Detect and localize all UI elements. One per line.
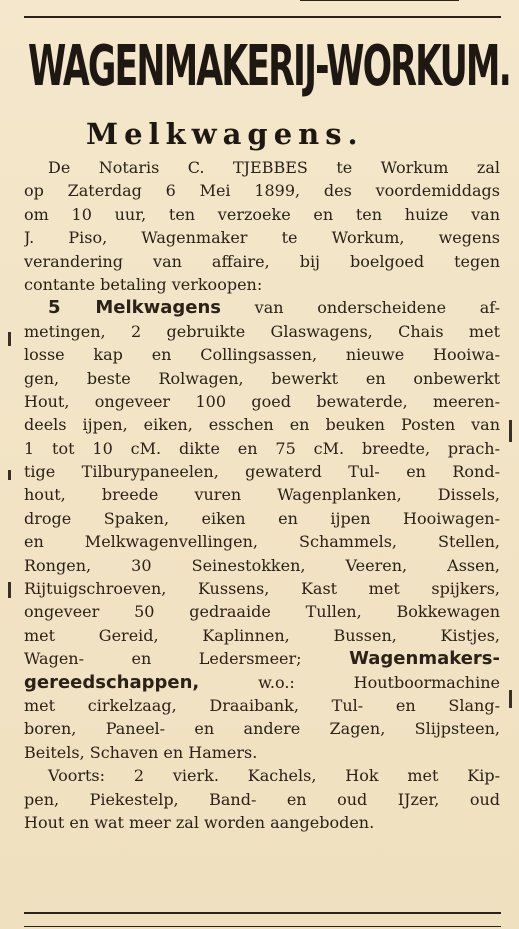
text-line: droge Spaken, eiken en ijpen Hooiwagen- [24, 508, 500, 528]
text-line: op Zaterdag 6 Mei 1899, des voordemiddags [24, 181, 500, 201]
text-line: boren, Paneel- en andere Zagen, Slijpsteen, [24, 719, 500, 739]
bottom-rule [24, 912, 501, 914]
text-line: Hout en wat meer zal worden aangeboden. [24, 812, 375, 832]
bottom-rule-thin [24, 926, 501, 927]
text-line: contante betaling verkoopen: [24, 274, 263, 294]
text-fragment: van onderscheidene af- [254, 298, 500, 318]
text-line: tige Tilburypaneelen, gewaterd Tul- en Rond- [24, 462, 500, 482]
text-line: verandering van affaire, bij boelgoed tegen [24, 251, 500, 271]
item-heading-gereedschappen: gereedschappen, [24, 671, 200, 693]
text-line: Voorts: 2 vierk. Kachels, Hok met Kip- [48, 766, 500, 786]
top-partial-rule [300, 0, 459, 1]
text-line: gen, beste Rolwagen, bewerkt en onbewerkt [24, 368, 500, 388]
advertisement-body [24, 156, 500, 834]
item-heading-melkwagens: 5 Melkwagens [48, 297, 222, 319]
subhead: Melkwagens. [86, 117, 364, 151]
top-rule [24, 16, 501, 18]
text-line: 1 tot 10 cM. dikte en 75 cM. breedte, prach- [24, 438, 500, 458]
text-line: Hout, ongeveer 100 goed bewaterde, meeren- [24, 391, 500, 411]
text-line: deels ijpen, eiken, esschen en beuken Posten van [24, 415, 500, 435]
headline: WAGENMAKERIJ-WORKUM. [28, 34, 510, 99]
left-margin-mark [8, 470, 11, 480]
text-line: Rongen, 30 Seinestokken, Veeren, Assen, [24, 555, 500, 575]
item-heading-wagenmakers: Wagenmakers- [349, 648, 500, 670]
text-line: en Melkwagenvellingen, Schammels, Stellen, [24, 532, 500, 552]
left-margin-mark [8, 582, 11, 598]
text-line: pen, Piekestelp, Band- en oud IJzer, oud [24, 789, 500, 809]
right-margin-mark [509, 690, 512, 708]
text-line: met Gereid, Kaplinnen, Bussen, Kistjes, [24, 625, 500, 645]
text-line: om 10 uur, ten verzoeke en ten huize van [24, 204, 500, 224]
text-line: De Notaris C. TJEBBES te Workum zal [48, 158, 500, 177]
left-margin-mark [8, 332, 11, 346]
text-line: J. Piso, Wagenmaker te Workum, wegens [24, 228, 500, 248]
text-line: ongeveer 50 gedraaide Tullen, Bokkewagen [24, 602, 500, 622]
text-line-with-bold [24, 647, 500, 670]
right-margin-mark [509, 420, 512, 442]
text-line: losse kap en Collingsassen, nieuwe Hooiwa- [24, 345, 500, 365]
text-fragment: w.o.: Houtboormachine [258, 672, 500, 692]
text-fragment: Wagen- en Ledersmeer; [24, 649, 302, 669]
text-line-lead [24, 296, 500, 319]
text-line: Beitels, Schaven en Hamers. [24, 742, 258, 762]
text-line: met cirkelzaag, Draaibank, Tul- en Slang- [24, 695, 500, 715]
text-line: metingen, 2 gebruikte Glaswagens, Chais met [24, 321, 500, 341]
text-line-with-bold [24, 671, 500, 694]
text-line: hout, breede vuren Wagenplanken, Dissels, [24, 485, 500, 505]
text-line: Rijtuigschroeven, Kussens, Kast met spijkers, [24, 579, 500, 599]
